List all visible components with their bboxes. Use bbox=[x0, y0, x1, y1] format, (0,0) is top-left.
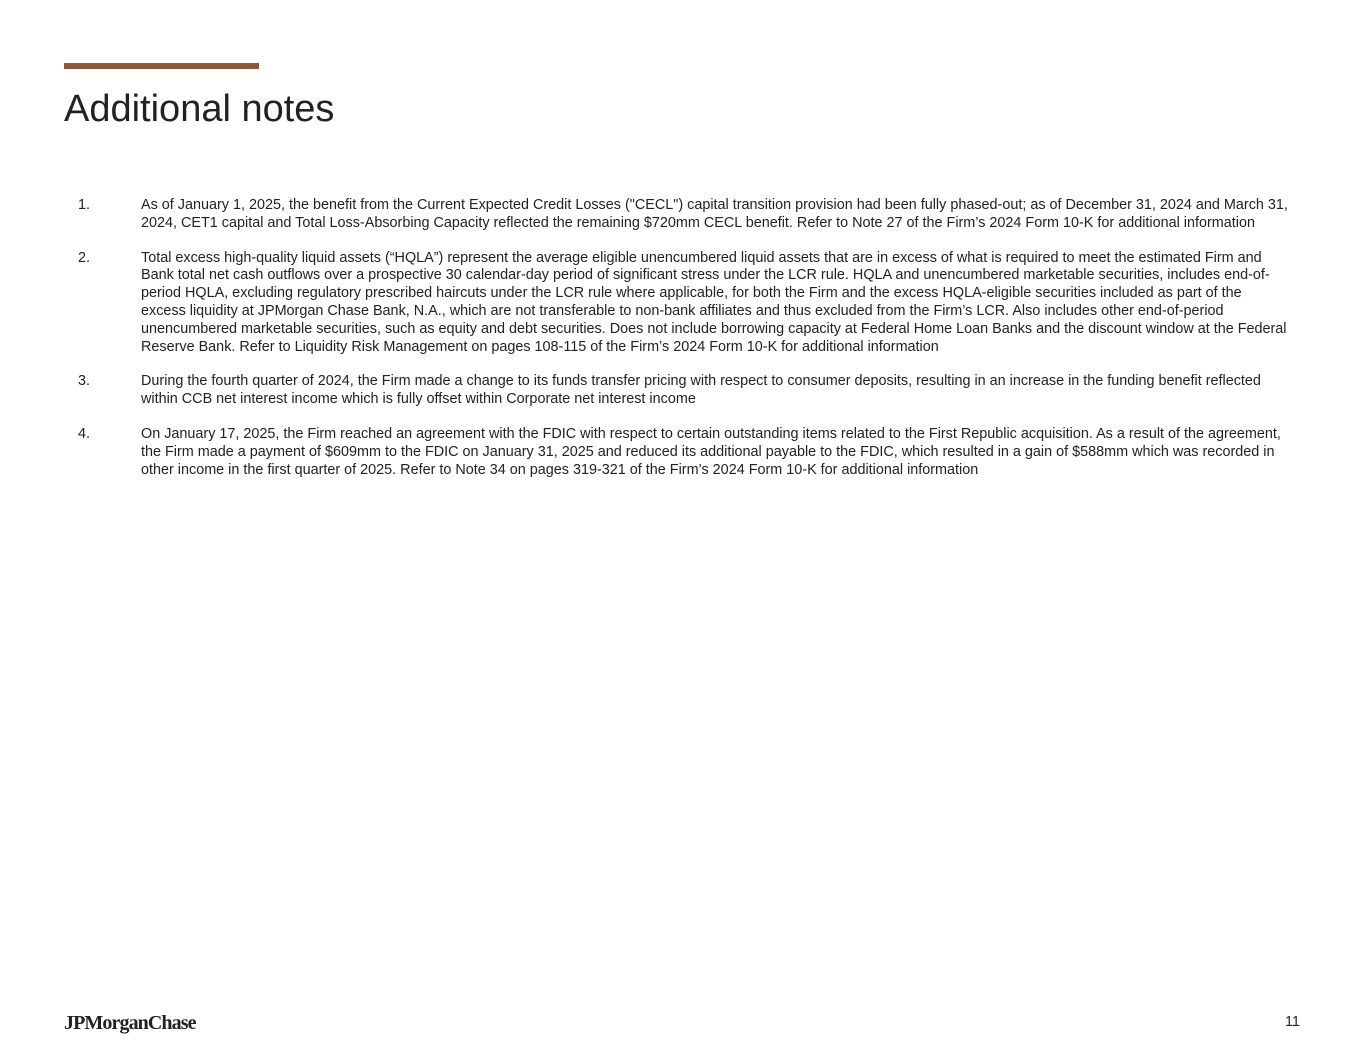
note-text: During the fourth quarter of 2024, the Firm made a change to its funds transfer pricing with respect to consumer deposits, resulting in an increase in the funding benefit reflected within CCB net interest income which is fully offset within Corporate net interest income bbox=[141, 373, 1261, 408]
page-number: 11 bbox=[1284, 1014, 1300, 1030]
title-accent-bar bbox=[64, 63, 259, 69]
page-title: Additional notes bbox=[64, 88, 335, 130]
note-number: 2. bbox=[78, 249, 91, 266]
note-item bbox=[78, 373, 1290, 409]
note-number: 3. bbox=[78, 373, 91, 390]
note-text: As of January 1, 2025, the benefit from the Current Expected Credit Losses ("CECL") capital transition provision had been fully phased-out; as of December 31, 2024 and March 31, 2024, CET1 capital and Total Loss-Absorbing Capacity reflected the remaining $720mm CECL benefit. Refer to Note 27 of the Firm’s 2024 Form 10-K for additional information bbox=[141, 197, 1288, 231]
note-text: On January 17, 2025, the Firm reached an agreement with the FDIC with respect to certain outstanding items related to the First Republic acquisition. As a result of the agreement, the Firm made a payment of $609mm to the FDIC on January 31, 2025 and reduced its additional payable to the FDIC, which resulted in a gain of $588mm which was recorded in other income in the first quarter of 2025. Refer to Note 34 on pages 319-321 of the Firm’s 2024 Form 10-K for additional information bbox=[141, 425, 1281, 478]
notes-list bbox=[78, 197, 1290, 496]
note-number: 4. bbox=[78, 425, 91, 442]
note-item bbox=[78, 197, 1290, 233]
note-number: 1. bbox=[78, 197, 91, 213]
note-text: Total excess high-quality liquid assets (“HQLA”) represent the average eligible unencumbered liquid assets that are in excess of what is required to meet the estimated Firm and Bank total net cash outflows over a prospective 30 calendar-day period of significant stress under the LCR rule. HQLA and unencumbered marketable securities, includes end-of-period HQLA, excluding regulatory prescribed haircuts under the LCR rule where applicable, for both the Firm and the excess HQLA-eligible securities included as part of the excess liquidity at JPMorgan Chase Bank, N.A., which are not transferable to non-bank affiliates and thus excluded from the Firm’s LCR. Also includes other end-of-period unencumbered marketable securities, such as equity and debt securities. Does not include borrowing capacity at Federal Home Loan Banks and the discount window at the Federal Reserve Bank. Refer to Liquidity Risk Management on pages 108-115 of the Firm’s 2024 Form 10-K for additional information bbox=[141, 249, 1287, 355]
company-logo: JPMorganChase bbox=[64, 1012, 196, 1034]
note-item bbox=[78, 250, 1290, 357]
note-item bbox=[78, 426, 1290, 479]
